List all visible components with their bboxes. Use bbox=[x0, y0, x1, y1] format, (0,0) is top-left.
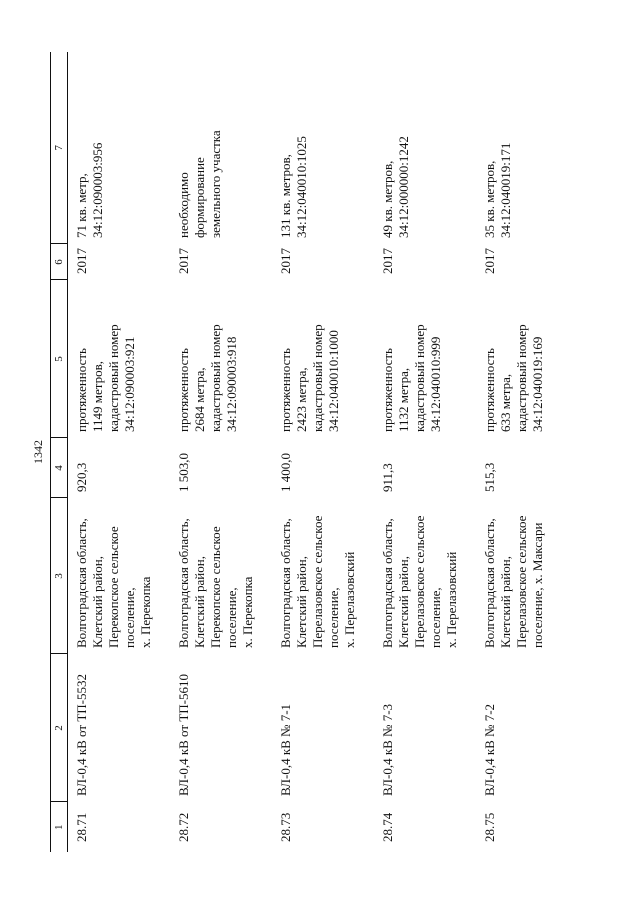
object-year: 2017 bbox=[278, 248, 293, 274]
column-header: 4 bbox=[51, 438, 68, 498]
object-location: Волгоградская область, Клетский район, Перелазовское сельское поселение, х. Перелазовский bbox=[380, 515, 459, 648]
column-header: 3 bbox=[51, 498, 68, 654]
object-name: ВЛ-0,4 кВ № 7-2 bbox=[482, 703, 497, 796]
object-location: Волгоградская область, Клетский район, Перелазовское сельское поселение, х. Максари bbox=[482, 515, 545, 648]
column-header: 2 bbox=[51, 654, 68, 802]
object-description: протяженность 633 метра, кадастровый номер 34:12:040019:169 bbox=[482, 324, 545, 432]
land-plot: 49 кв. метров, 34:12:000000:1242 bbox=[380, 136, 411, 238]
object-name: ВЛ-0,4 кВ от ТП-5610 bbox=[176, 674, 191, 796]
row-number: 28.74 bbox=[380, 812, 395, 842]
column-header: 7 bbox=[51, 52, 68, 244]
column-header: 1 bbox=[51, 802, 68, 852]
object-year: 2017 bbox=[74, 248, 89, 274]
land-plot: 35 кв. метров, 34:12:040019:171 bbox=[482, 142, 513, 238]
object-name: ВЛ-0,4 кВ № 7-3 bbox=[380, 703, 395, 796]
object-value: 920,3 bbox=[74, 462, 89, 492]
object-location: Волгоградская область, Клетский район, Перекопское сельское поселение, х. Перекопка bbox=[176, 518, 255, 648]
land-plot: 71 кв. метр, 34:12:090003:956 bbox=[74, 142, 105, 238]
object-year: 2017 bbox=[482, 248, 497, 274]
object-year: 2017 bbox=[176, 248, 191, 274]
table-row bbox=[272, 52, 374, 852]
table-row bbox=[68, 52, 171, 852]
object-name: ВЛ-0,4 кВ № 7-1 bbox=[278, 703, 293, 796]
row-number: 28.71 bbox=[74, 812, 89, 842]
column-header: 6 bbox=[51, 244, 68, 280]
land-plot: необходимо формирование земельного участка bbox=[176, 130, 223, 238]
row-number: 28.72 bbox=[176, 812, 191, 842]
table-header-row bbox=[51, 52, 68, 852]
row-number: 28.73 bbox=[278, 812, 293, 842]
table-row bbox=[374, 52, 476, 852]
object-name: ВЛ-0,4 кВ от ТП-5532 bbox=[74, 674, 89, 796]
property-table bbox=[50, 52, 578, 852]
object-description: протяженность 1149 метров, кадастровый номер 34:12:090003:921 bbox=[74, 324, 137, 432]
object-value: 515,3 bbox=[482, 462, 497, 492]
row-number: 28.75 bbox=[482, 812, 497, 842]
object-value: 1 503,0 bbox=[176, 453, 191, 492]
table-row bbox=[170, 52, 272, 852]
object-description: протяженность 2423 метра, кадастровый номер 34:12:040010:1000 bbox=[278, 324, 341, 432]
rotated-page bbox=[50, 52, 590, 852]
column-header: 5 bbox=[51, 280, 68, 438]
land-plot: 131 кв. метров, 34:12:040010:1025 bbox=[278, 136, 309, 238]
object-location: Волгоградская область, Клетский район, Перелазовское сельское поселение, х. Перелазовский bbox=[278, 515, 357, 648]
object-location: Волгоградская область, Клетский район, Перекопское сельское поселение, х. Перекопка bbox=[74, 518, 153, 648]
object-value: 1 400,0 bbox=[278, 453, 293, 492]
object-year: 2017 bbox=[380, 248, 395, 274]
object-description: протяженность 1132 метра, кадастровый номер 34:12:040010:999 bbox=[380, 324, 443, 432]
page-number: 1342 bbox=[31, 440, 45, 464]
table-row bbox=[476, 52, 578, 852]
object-description: протяженность 2684 метра, кадастровый номер 34:12:090003:918 bbox=[176, 324, 239, 432]
object-value: 911,3 bbox=[380, 463, 395, 492]
